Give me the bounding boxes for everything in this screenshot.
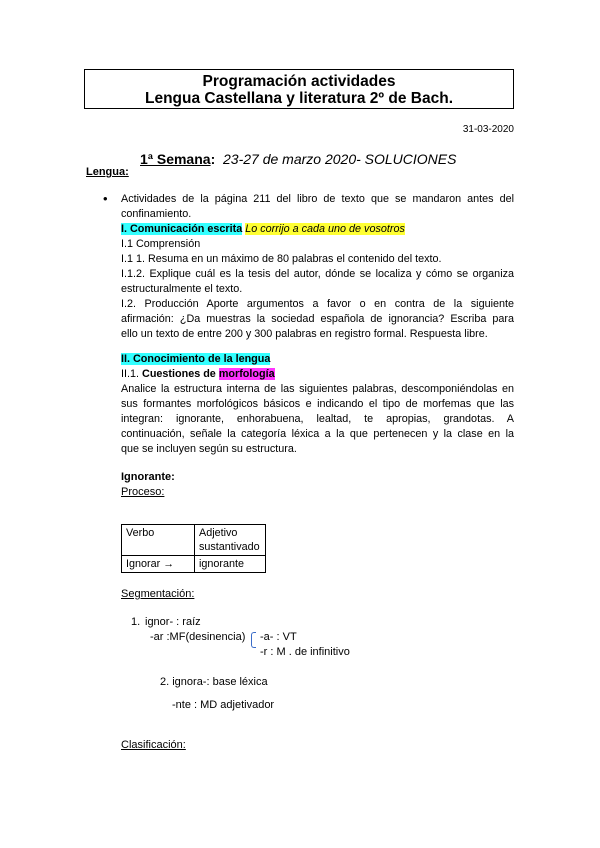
part1-sub2-line2: afirmación: ¿Da muestras la sociedad española de ignorancia? Escriba para — [121, 313, 514, 325]
table-cell-line: sustantivado — [199, 541, 260, 553]
part2-sub-heading — [121, 367, 514, 382]
section-lengua: Lengua: — [86, 166, 129, 178]
table-cell: Ignorar → — [122, 556, 195, 573]
table-cell-line: Adjetivo — [199, 527, 238, 539]
intro-line-1: Actividades de la página 211 del libro de texto que se mandaron antes del — [121, 193, 514, 205]
seg-item1-sub: -ar :MF(desinencia) — [150, 631, 246, 643]
part2-sub-bold: Cuestiones de — [142, 368, 219, 380]
brace-icon — [251, 632, 256, 648]
part1-sub1: I.1 Comprensión — [121, 238, 201, 250]
title-line-2: Lengua Castellana y literatura 2º de Bach. — [144, 90, 454, 107]
seg-item2: 2. ignora-: base léxica — [160, 676, 268, 688]
part2-sub-highlight: morfología — [218, 368, 275, 380]
table-cell — [195, 525, 266, 556]
table-row — [122, 556, 266, 573]
process-table — [121, 524, 266, 573]
proceso-label: Proceso: — [121, 486, 165, 498]
seg-item2-sub: -nte : MD adjetivador — [172, 699, 275, 711]
seg-item1-num: 1. — [131, 616, 141, 628]
part2-text-line3: integran: ignorante, enhorabuena, lealtad, te apropias, grandotas. A — [121, 413, 514, 425]
intro-line-2: confinamiento. — [121, 208, 192, 220]
part1-sub1-2-line1: I.1.2. Explique cuál es la tesis del autor, dónde se localiza y cómo se organiza — [121, 268, 514, 280]
table-cell: Verbo — [122, 525, 195, 556]
part1-heading: I. Comunicación escrita — [121, 223, 243, 235]
seg-item1-a: -a- : VT — [260, 631, 297, 643]
ignorante-title: Ignorante: — [121, 471, 175, 483]
clasificacion-label: Clasificación: — [121, 739, 186, 751]
part2-text-line1: Analice la estructura interna de las siguientes palabras, descomponiéndolas en — [121, 383, 514, 395]
title-box — [84, 69, 514, 109]
week-colon: : — [210, 151, 216, 167]
part1-sub1-1: I.1 1. Resuma en un máximo de 80 palabras el contenido del texto. — [121, 253, 442, 265]
part2-heading: II. Conocimiento de la lengua — [121, 353, 271, 365]
part2-text-line5: que se incluyen según su estructura. — [121, 443, 297, 455]
table-cell: ignorante — [195, 556, 266, 573]
part1-heading-line — [121, 222, 514, 237]
part1-sub2-line1: I.2. Producción Aporte argumentos a favor o en contra de la siguiente — [121, 298, 514, 310]
part1-sub2-line3: ello un texto de entre 200 y 300 palabras en registro formal. Respuesta libre. — [121, 328, 488, 340]
title-line-1: Programación actividades — [202, 73, 396, 90]
bullet-intro — [121, 192, 514, 342]
part2-block — [121, 352, 514, 457]
table-row — [122, 525, 266, 556]
week-subtitle: 23-27 de marzo 2020- SOLUCIONES — [223, 151, 457, 167]
part2-text-line4: continuación, señale la categoría léxica a la que pertenecen y la clase en la — [121, 428, 514, 440]
part1-note: Lo corrijo a cada uno de vosotros — [245, 223, 405, 235]
document-date: 31-03-2020 — [462, 124, 514, 135]
seg-item1-text: ignor- : raíz — [145, 616, 201, 628]
week-label: 1ª Semana — [140, 151, 211, 167]
segmentacion-label: Segmentación: — [121, 588, 195, 600]
week-heading — [140, 151, 456, 167]
part2-sub-prefix: II.1. — [121, 368, 143, 380]
seg-item1-r: -r : M . de infinitivo — [260, 646, 350, 658]
bullet-icon: • — [103, 191, 108, 206]
part2-text-line2: sus formantes morfológicos básicos e indicando el tipo de morfemas que las — [121, 398, 514, 410]
part1-sub1-2-line2: estructuralmente el texto. — [121, 283, 243, 295]
